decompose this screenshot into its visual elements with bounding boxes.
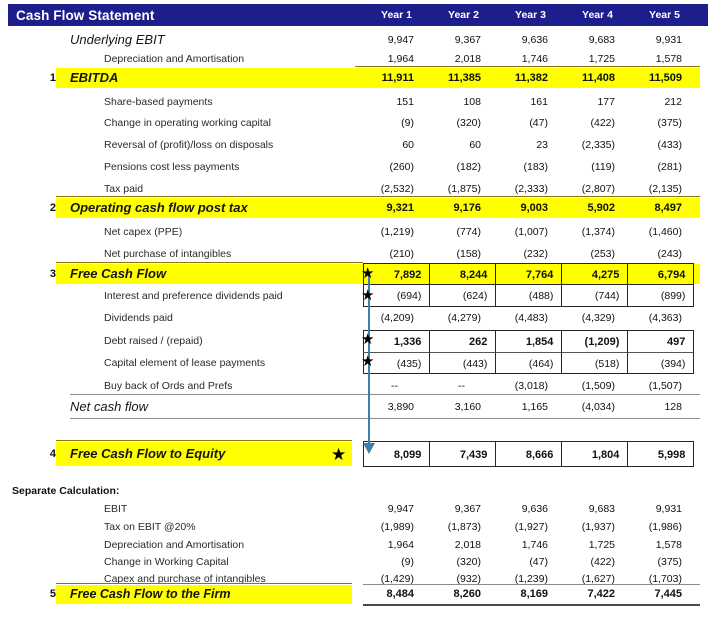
row-values-sep-ebit: [355, 500, 700, 518]
cell-value: (774): [456, 226, 481, 238]
column-header-year-4: Year 4: [582, 9, 613, 21]
cell-value: 8,244: [429, 263, 496, 285]
row-values-lease-payments: [363, 352, 700, 374]
cell-value: (932): [456, 573, 481, 585]
cell-value: (422): [590, 117, 615, 129]
row-label-free-cash-flow: Free Cash Flow: [70, 266, 167, 281]
cell-value: (210): [389, 248, 414, 260]
cell-value: 8,484: [386, 588, 414, 600]
cell-value: 9,947: [387, 503, 414, 515]
table-row-sep-working-capital: [0, 553, 720, 571]
row-number-4: 4: [49, 448, 56, 460]
table-row-disposals: [0, 134, 720, 156]
cell-value: (320): [456, 556, 481, 568]
cell-value: 60: [469, 139, 481, 151]
cell-value: 3,160: [454, 401, 481, 413]
row-label-net-intangibles: Net purchase of intangibles: [104, 248, 232, 260]
cell-value: 1,578: [655, 53, 682, 65]
cell-value: 5,902: [587, 202, 615, 214]
table-row-sep-depreciation: [0, 536, 720, 554]
cell-value: (464): [495, 352, 562, 374]
cell-value: 108: [463, 96, 481, 108]
table-row-working-capital: [0, 112, 720, 134]
row-values-debt-raised: [363, 330, 700, 352]
row-values-buy-back: [355, 375, 700, 397]
cell-value: 3,890: [387, 401, 414, 413]
row-number-1: 1: [49, 72, 56, 84]
table-row-pensions: [0, 156, 720, 178]
row-values-operating-cash-flow: [355, 197, 700, 219]
cell-value: (9): [401, 117, 414, 129]
cell-value: 161: [530, 96, 548, 108]
table-row-ebitda: [0, 67, 720, 89]
row-values-sep-tax-on-ebit: [355, 518, 700, 536]
table-row-lease-payments: [0, 352, 720, 374]
table-row-debt-raised: [0, 330, 720, 352]
column-header-year-2: Year 2: [448, 9, 479, 21]
cell-value: 9,003: [520, 202, 548, 214]
row-label-ebitda: EBITDA: [70, 70, 119, 85]
cell-value: (1,209): [561, 330, 628, 352]
row-label-sep-depreciation: Depreciation and Amortisation: [104, 539, 245, 551]
cell-value: (260): [389, 161, 414, 173]
cell-value: (2,135): [648, 183, 682, 195]
cell-value: (1,703): [648, 573, 682, 585]
row-number-2: 2: [49, 202, 56, 214]
cell-value: (435): [363, 352, 430, 374]
row-label-debt-raised: Debt raised / (repaid): [104, 335, 203, 347]
cell-value: 9,683: [588, 503, 615, 515]
cell-value: 11,385: [447, 72, 481, 84]
cell-value: 1,746: [521, 539, 548, 551]
page-title: Cash Flow Statement: [16, 7, 155, 23]
row-label-pensions: Pensions cost less payments: [104, 161, 240, 173]
annotation-arrow-head: [363, 443, 375, 454]
row-label-underlying-ebit: Underlying EBIT: [70, 32, 165, 47]
row-values-fcff: [355, 584, 700, 604]
cell-value: 7,422: [587, 588, 615, 600]
cell-value: 9,321: [386, 202, 414, 214]
row-values-free-cash-flow: [363, 263, 700, 285]
cell-value: (1,509): [581, 380, 615, 392]
row-values-sep-depreciation: [355, 536, 700, 554]
table-row-free-cash-flow: [0, 263, 720, 285]
row-label-net-capex: Net capex (PPE): [104, 226, 183, 238]
grand-total-rule-fcff: [363, 604, 700, 606]
cell-value: (182): [456, 161, 481, 173]
row-label-working-capital: Change in operating working capital: [104, 117, 271, 129]
cell-value: 9,947: [387, 34, 414, 46]
cell-value: 1,578: [655, 539, 682, 551]
cell-value: (119): [591, 161, 615, 173]
cell-value: (47): [529, 556, 548, 568]
cell-value: (47): [529, 117, 548, 129]
row-number-5: 5: [49, 588, 56, 600]
cell-value: 9,931: [655, 503, 682, 515]
statement-header-bar: [8, 4, 708, 26]
row-label-fcfe: Free Cash Flow to Equity: [70, 446, 226, 461]
cell-value: 9,367: [454, 34, 481, 46]
row-label-dividends-paid: Dividends paid: [104, 312, 173, 324]
cell-value: 1,725: [588, 53, 615, 65]
cell-value: 7,439: [429, 441, 496, 467]
cell-value: 9,176: [453, 202, 481, 214]
row-values-fcfe: [363, 441, 700, 467]
cell-value: (4,483): [514, 312, 548, 324]
cell-value: (1,986): [648, 521, 682, 533]
row-label-buy-back: Buy back of Ords and Prefs: [104, 380, 233, 392]
cell-value: 5,998: [627, 441, 694, 467]
row-label-fcff: Free Cash Flow to the Firm: [70, 587, 231, 601]
cell-value: 9,636: [521, 503, 548, 515]
cell-value: 8,169: [520, 588, 548, 600]
table-row-sep-tax-on-ebit: [0, 518, 720, 536]
cell-value: 1,964: [387, 53, 414, 65]
row-values-pensions: [355, 156, 700, 178]
column-header-year-1: Year 1: [381, 9, 412, 21]
row-label-sep-capex: Capex and purchase of intangibles: [104, 573, 266, 585]
cell-value: (488): [495, 285, 562, 307]
row-label-interest-paid: Interest and preference dividends paid: [104, 290, 283, 302]
cell-value: 8,099: [363, 441, 430, 467]
cell-value: 497: [627, 330, 694, 352]
cell-value: 2,018: [454, 53, 481, 65]
cell-value: (4,363): [648, 312, 682, 324]
star-marker-debt-raised: ★: [361, 331, 375, 348]
row-label-lease-payments: Capital element of lease payments: [104, 357, 266, 369]
column-header-year-3: Year 3: [515, 9, 546, 21]
row-values-net-capex: [355, 221, 700, 243]
cell-value: 1,964: [387, 539, 414, 551]
subtotal-rule-fcfe: [56, 440, 352, 441]
cell-value: 2,018: [454, 539, 481, 551]
cell-value: (4,034): [581, 401, 615, 413]
row-values-dividends-paid: [355, 307, 700, 329]
cell-value: (375): [657, 556, 682, 568]
cell-value: --: [458, 380, 465, 392]
row-label-net-cash-flow: Net cash flow: [70, 399, 149, 414]
cell-value: (433): [657, 139, 682, 151]
cell-value: 9,931: [655, 34, 682, 46]
cell-value: (2,532): [380, 183, 414, 195]
row-label-operating-cash-flow: Operating cash flow post tax: [70, 200, 248, 215]
row-values-net-cash-flow: [355, 396, 700, 418]
cell-value: (518): [561, 352, 628, 374]
cell-value: 8,260: [453, 588, 481, 600]
cell-value: (281): [657, 161, 682, 173]
cell-value: (158): [456, 248, 481, 260]
cell-value: 11,509: [648, 72, 682, 84]
cell-value: (1,507): [648, 380, 682, 392]
cell-value: (1,239): [514, 573, 548, 585]
row-number-3: 3: [49, 268, 56, 280]
cell-value: (394): [627, 352, 694, 374]
table-row-operating-cash-flow: [0, 197, 720, 219]
cell-value: 1,165: [521, 401, 548, 413]
cell-value: (253): [590, 248, 615, 260]
cell-value: (243): [657, 248, 682, 260]
row-label-sep-ebit: EBIT: [104, 503, 128, 515]
cell-value: 1,804: [561, 441, 628, 467]
cell-value: 1,725: [588, 539, 615, 551]
cell-value: (375): [657, 117, 682, 129]
cell-value: 7,764: [495, 263, 562, 285]
table-row-share-based-payments: [0, 91, 720, 113]
cell-value: 1,746: [521, 53, 548, 65]
cell-value: (1,219): [380, 226, 414, 238]
row-label-depreciation: Depreciation and Amortisation: [104, 53, 245, 65]
cell-value: (1,007): [514, 226, 548, 238]
row-label-disposals: Reversal of (profit)/loss on disposals: [104, 139, 274, 151]
cell-value: (183): [523, 161, 548, 173]
cell-value: 11,408: [581, 72, 615, 84]
row-values-disposals: [355, 134, 700, 156]
star-marker-free-cash-flow: ★: [361, 265, 375, 282]
cell-value: 212: [664, 96, 682, 108]
star-marker-lease-payments: ★: [361, 353, 375, 370]
cell-value: 8,497: [654, 202, 682, 214]
subtotal-rule-fcff-left: [56, 583, 352, 584]
cell-value: 11,382: [514, 72, 548, 84]
row-values-working-capital: [355, 112, 700, 134]
cell-value: 60: [402, 139, 414, 151]
separate-calculation-title: Separate Calculation:: [12, 485, 120, 497]
rule-below-net-cash-flow: [70, 418, 700, 419]
cell-value: (1,873): [447, 521, 481, 533]
cell-value: (1,927): [514, 521, 548, 533]
cell-value: (2,333): [514, 183, 548, 195]
row-label-share-based-payments: Share-based payments: [104, 96, 213, 108]
table-row-net-cash-flow: [0, 396, 720, 418]
year-column-headers: [363, 4, 708, 26]
row-values-sep-working-capital: [355, 553, 700, 571]
cell-value: (4,209): [380, 312, 414, 324]
table-row-dividends-paid: [0, 307, 720, 329]
cell-value: (624): [429, 285, 496, 307]
cell-value: 23: [536, 139, 548, 151]
cell-value: (422): [590, 556, 615, 568]
cell-value: 7,445: [654, 588, 682, 600]
cell-value: (1,374): [581, 226, 615, 238]
cell-value: (744): [561, 285, 628, 307]
cell-value: 1,336: [363, 330, 430, 352]
cell-value: 9,683: [588, 34, 615, 46]
star-marker-fcfe: ★: [331, 445, 347, 464]
cell-value: (4,329): [581, 312, 615, 324]
cell-value: 177: [597, 96, 615, 108]
row-label-tax-paid: Tax paid: [104, 183, 144, 195]
cell-value: 151: [396, 96, 414, 108]
table-row-net-capex: [0, 221, 720, 243]
cell-value: 11,911: [381, 72, 414, 84]
cell-value: (232): [523, 248, 548, 260]
cell-value: 9,367: [454, 503, 481, 515]
star-marker-interest-paid: ★: [361, 287, 375, 304]
cell-value: (9): [401, 556, 414, 568]
cell-value: (2,335): [581, 139, 615, 151]
cell-value: 262: [429, 330, 496, 352]
cell-value: (1,429): [380, 573, 414, 585]
row-values-share-based-payments: [355, 91, 700, 113]
row-label-sep-working-capital: Change in Working Capital: [104, 556, 229, 568]
column-header-year-5: Year 5: [649, 9, 680, 21]
cell-value: 8,666: [495, 441, 562, 467]
cell-value: 128: [664, 401, 682, 413]
cell-value: (1,627): [581, 573, 615, 585]
cell-value: 7,892: [363, 263, 430, 285]
cell-value: 9,636: [521, 34, 548, 46]
cell-value: (1,937): [581, 521, 615, 533]
row-values-interest-paid: [363, 285, 700, 307]
table-row-interest-paid: [0, 285, 720, 307]
cell-value: (1,460): [648, 226, 682, 238]
row-values-ebitda: [355, 67, 700, 89]
cell-value: (4,279): [447, 312, 481, 324]
cell-value: (2,807): [581, 183, 615, 195]
cell-value: 4,275: [561, 263, 628, 285]
cell-value: 6,794: [627, 263, 694, 285]
cell-value: (1,875): [447, 183, 481, 195]
cell-value: (3,018): [514, 380, 548, 392]
cell-value: 1,854: [495, 330, 562, 352]
row-values-net-intangibles: [355, 243, 700, 265]
row-label-sep-tax-on-ebit: Tax on EBIT @20%: [104, 521, 196, 533]
cell-value: --: [391, 380, 398, 392]
cell-value: (1,989): [380, 521, 414, 533]
cell-value: (899): [627, 285, 694, 307]
table-row-fcff: [0, 584, 720, 604]
cell-value: (320): [456, 117, 481, 129]
cell-value: (443): [429, 352, 496, 374]
table-row-sep-ebit: [0, 500, 720, 518]
table-row-fcfe: [0, 441, 720, 467]
cell-value: (694): [363, 285, 430, 307]
subtotal-rule-free-cash-flow: [56, 262, 363, 263]
